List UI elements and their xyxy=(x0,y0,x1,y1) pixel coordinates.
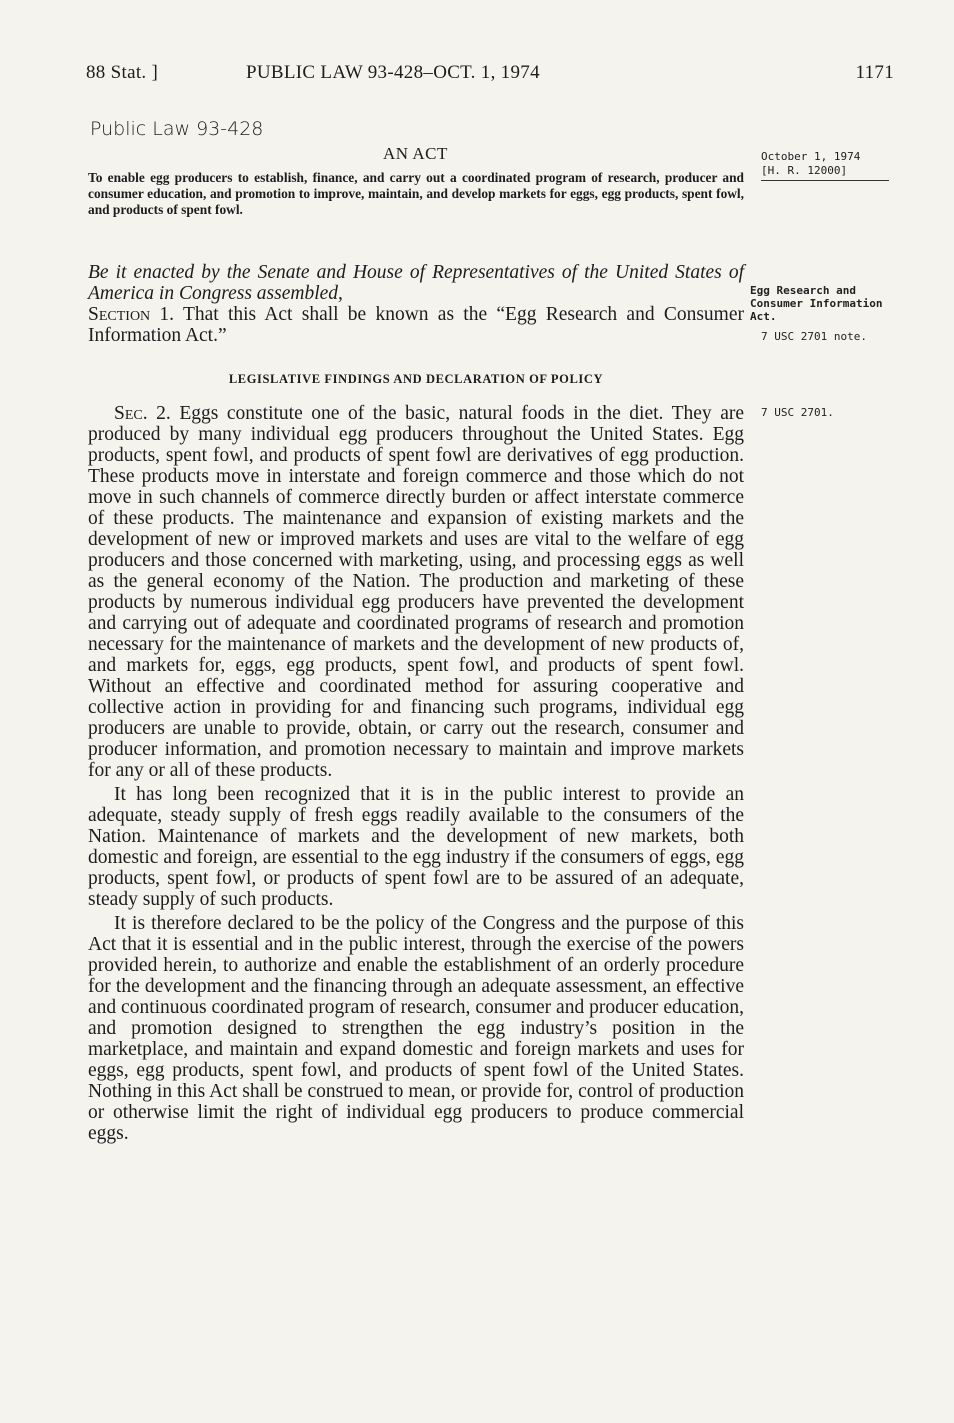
header-law-title: PUBLIC LAW 93-428–OCT. 1, 1974 xyxy=(246,62,540,83)
section-2-paragraph-1 xyxy=(88,403,744,781)
bill-number: [H. R. 12000] xyxy=(761,164,848,177)
margin-note-sec2-citation: 7 USC 2701. xyxy=(761,406,834,419)
section-2-paragraph-3: It is therefore declared to be the policy of the Congress and the purpose of this Act that it is essential and in the public interest, through the exercise of the powers provided herein, to authorize and enable the establishment of an orderly procedure for the development and the financing through an adequate assessment, an effective and continuous coordinated program of research, consumer and producer education, and promotion designed to strengthen the egg industry’s position in the marketplace, and maintain and expand domestic and foreign markets and uses for eggs, egg products, spent fowl, and products of spent fowl of the United States. Nothing in this Act shall be construed to mean, or provide for, control of production or otherwise limit the right of individual egg producers to produce commercial eggs. xyxy=(88,913,744,1144)
act-heading: AN ACT xyxy=(383,144,448,163)
margin-note-citation: 7 USC 2701 note. xyxy=(761,330,867,343)
enactment-date: October 1, 1974 xyxy=(761,150,861,163)
section-2-body xyxy=(88,403,744,1144)
act-title: To enable egg producers to establish, finance, and carry out a coordinated program of research, producer and consumer education, and promotion to improve, maintain, and develop markets for eggs, egg products, spent fowl, and products of spent fowl. xyxy=(88,170,744,217)
enacting-clause: Be it enacted by the Senate and House of Representatives of the United States of America in Congress assembled, xyxy=(88,262,744,304)
section-2-paragraph-2: It has long been recognized that it is in the public interest to provide an adequate, steady supply of fresh eggs readily available to the consumers of the Nation. Maintenance of markets and the development of new markets, both domestic and foreign, are essential to the egg industry if the consumers of eggs, egg products, spent fowl, or products of spent fowl are to be assured of an adequate, steady supply of such products. xyxy=(88,784,744,910)
margin-note-short-title: Egg Research and Consumer Information Act. xyxy=(750,284,883,323)
header-page-number: 1171 xyxy=(855,62,894,83)
section-heading: LEGISLATIVE FINDINGS AND DECLARATION OF POLICY xyxy=(228,372,604,386)
section-1-label: Section 1. xyxy=(88,304,175,325)
section-1-text: That this Act shall be known as the “Egg Research and Consumer Information Act.” xyxy=(88,304,744,346)
section-2-label: Sec. 2. xyxy=(114,403,171,424)
running-header xyxy=(86,62,894,88)
date-rule-divider xyxy=(761,180,889,181)
bleed-through-text xyxy=(88,1292,788,1372)
section-1 xyxy=(88,304,744,346)
public-law-label: Public Law 93-428 xyxy=(90,118,264,140)
side-date-note xyxy=(761,150,891,181)
section-2-paragraph-1-text: Eggs constitute one of the basic, natural foods in the diet. They are produced by many individual egg producers throughout the United States. Egg products, spent fowl, and products of spent fowl are derivatives of egg production. These products move in interstate and foreign commerce and those which do not move in such channels of commerce directly burden or affect interstate commerce of these products. The maintenance and expansion of existing markets and the development of new or improved markets and uses are vital to the welfare of egg producers and those concerned with marketing, using, and processing eggs as well as the general economy of the Nation. The production and marketing of these products by numerous individual egg producers have prevented the development and carrying out of adequate and coordinated programs of research and promotion necessary for the maintenance of markets and the development of new products of, and markets for, eggs, egg products, spent fowl, and products of spent fowl. Without an effective and coordinated method for assuring cooperative and collective action in providing for and financing such programs, individual egg producers are unable to provide, obtain, or carry out the research, consumer and producer information, and promotion necessary to maintain and improve markets for any or all of these products. xyxy=(88,403,745,781)
header-statute-volume: 88 Stat. ] xyxy=(86,62,159,83)
